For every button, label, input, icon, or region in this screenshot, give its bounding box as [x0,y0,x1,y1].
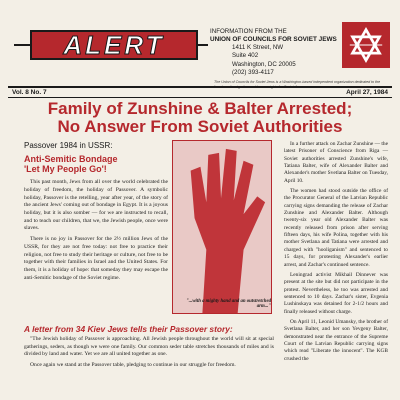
article-body-right: In a further attack on Zachar Zunshine — the latest Prisoner of Conscience from Riga — Soviet authorities arrested Zunshine's wife, Tatiana Balter, wife of Alexander Balter and Alexander's mother Svetlana Balter on Tuesday, April 10. The women had stood outside the office of the Procurator General of the Latvian Republic carrying signs demanding the release of Zachar Zunshine and Alexander Balter. Although twenty-six year old Alexander Balter was recently released from prison after serving fifteen days, his wife Polina, together with his mother Svetlana and Tatiana were arrested and charged with "hooliganism" and sentenced to 15 days, for protesting Alexander's earlier arrest, and Zachar's continued sentence. Leningrad activist Mikhail Dinnever was present at the site but did not participate in the protest. Nevertheless, he too was arrested and sentenced to 10 days. Zachar's sister, Evgenia Lushinskaya was detained for 2-1/2 hours and finally released without charge. On April 11, Leonid Umansky, the brother of Svetlana Balter, and her son Yevgeny Balter, demonstrated near the entrance of the Supreme Court of the Latvian Republic carrying signs which read "Liberate the innocent". The KGB crushed the [284,141,388,362]
star-of-david-icon [342,22,390,68]
org-info: INFORMATION FROM THE UNION OF COUNCILS FOR SOVIET JEWS 1411 K Street, NW Suite 402 Washington, DC 20005 (202) 393-4117 [210,28,340,77]
main-headline: Family of Zunshine & Balter Arrested; No Answer From Soviet Authorities [47,99,353,137]
issue-date: April 27, 1984 [346,89,388,96]
photo-caption: "...with a mighty hand and an outstretched arm..." [186,299,271,309]
issue-bar [8,86,392,98]
hand-illustration [172,140,272,314]
article-subhead: Anti-Semitic Bondage 'Let My People Go'! [24,154,118,175]
alert-logo: ALERT [30,30,198,60]
masthead [8,8,392,89]
letter-heading: A letter from 34 Kiev Jews tells their Passover story: [24,324,233,334]
letter-body: "The Jewish holiday of Passover is approaching. All Jewish people throughout the world will sit at special gatherings, seders, as though we were one family. Our common seder table stretches thousands of miles and is divided by land and water. Yet we are all united together as one. Once again we stand at the Passover table, pledging to continue in our struggle for freedom. [24,336,274,369]
raised-hand-icon [173,141,271,313]
right-article [284,141,388,366]
issue-volume: Vol. 8 No. 7 [12,89,47,96]
address: 1411 K Street, NW Suite 402 Washington, DC 20005 (202) 393-4117 [232,44,296,76]
left-article [24,141,168,286]
org-tagline: The Union of Councils for Soviet Jews is a Washington-based independent organization dedicated to the freedom of emigration and human rights for Soviet Jews. [214,80,381,89]
article-body: This past month, Jews from all over the world celebrated the holiday of freedom, the holiday of Passover. A symbolic holiday, Passover is the retelling, year after year, of the story of the ancient Jews' coming out of bondage in Egypt. It is a joyous holiday, but it is also somber — for we are instructed to recall, and to teach our children, that we, the Jewish people, once were slaves. There is no joy in Passover for the 2½ million Jews of the USSR, for they are not free today: not free to practice their religion, not free to study their heritage or culture, not free to be together with their families in Israel and the United States. For them, it is a holiday of hope: that someday they may escape the anti-Semitic bondage of the Soviet regime. [24,179,168,281]
kicker: Passover 1984 in USSR: [24,141,113,150]
